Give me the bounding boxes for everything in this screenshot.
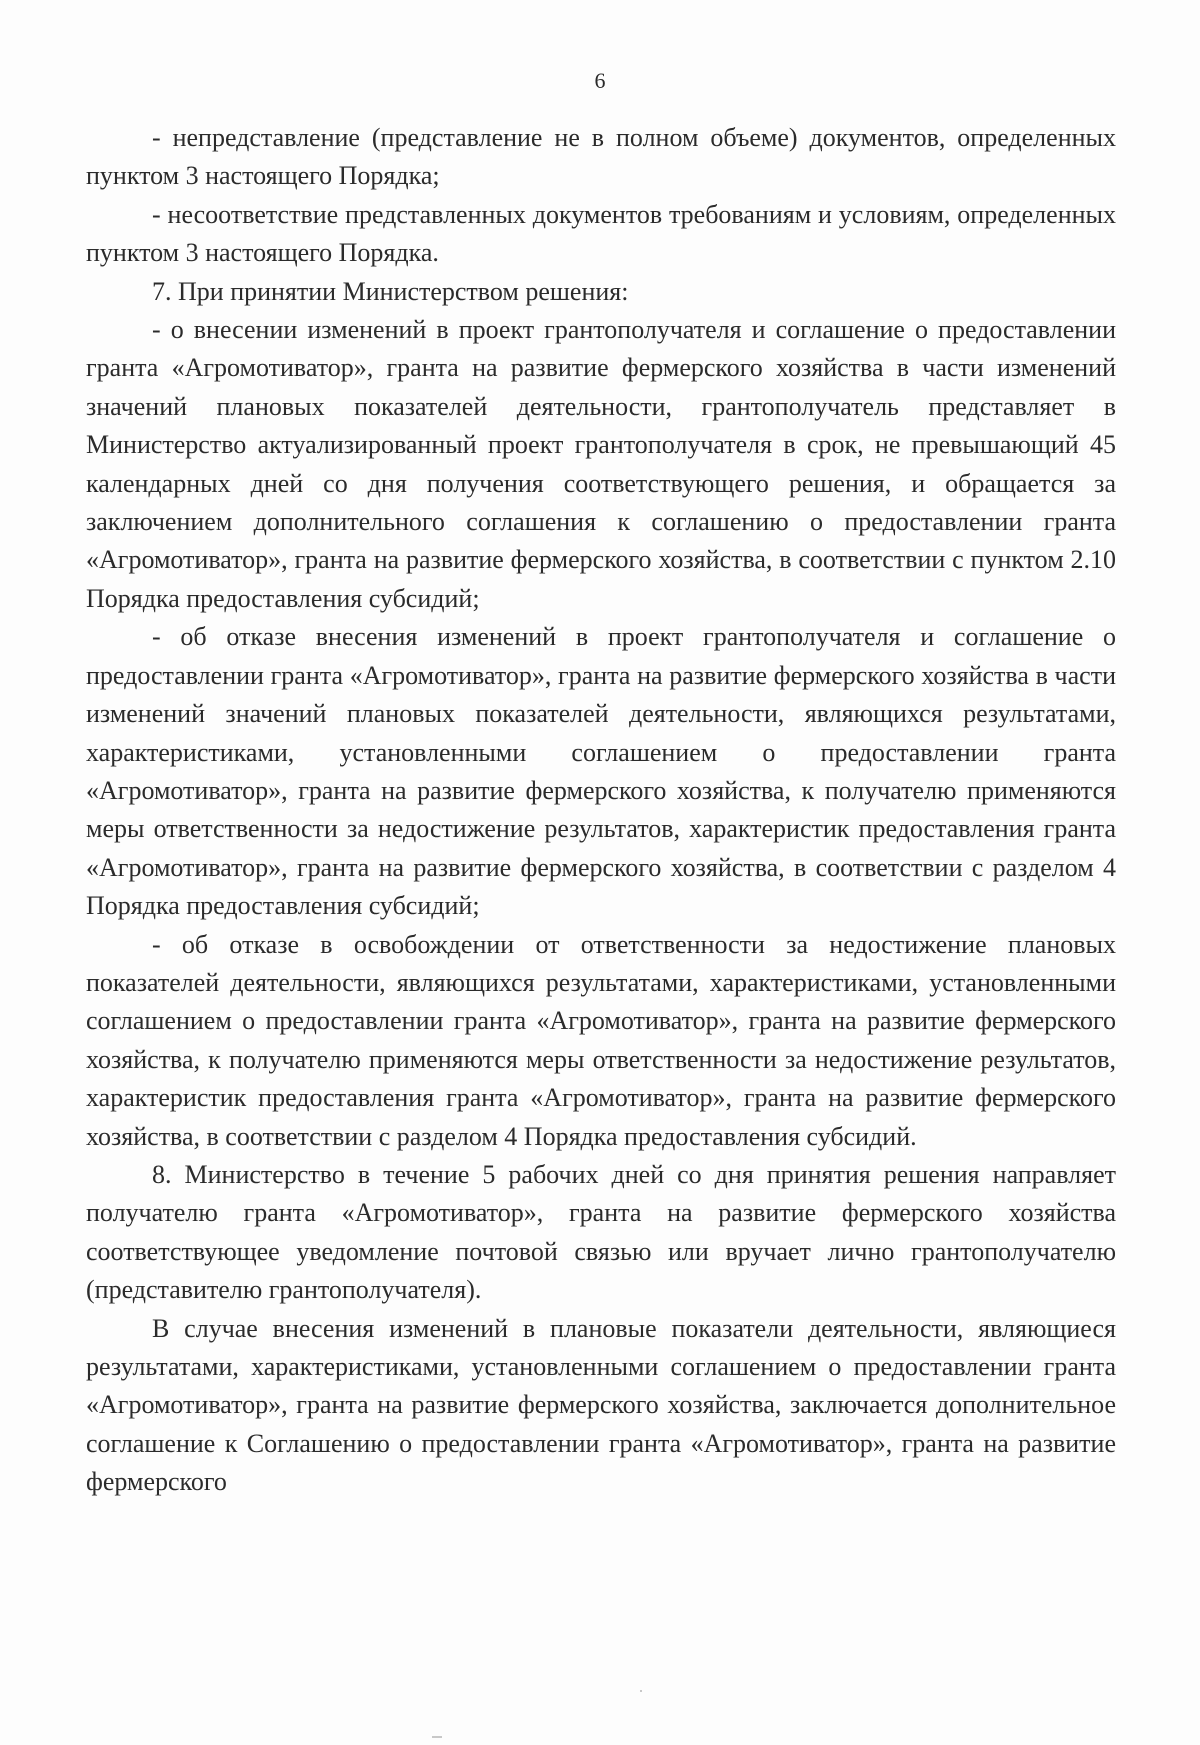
paragraph-decision-refuse-release: - об отказе в освобождении от ответственности за недостижение плановых показателей деятельности, являющихся результатами, характеристиками, установленными соглашением о предоставлении гранта «Агромотиватор», гранта на развитие фермерского хозяйства, к получателю применяются меры ответственности за недостижение результатов, характеристик предоставления гранта «Агромотиватор», гранта на развитие фермерского хозяйства, в соответствии с разделом 4 Порядка предоставления субсидий. — [86, 929, 1116, 1151]
paragraph-item-1: - непредставление (представление не в полном объеме) документов, определенных пунктом 3 настоящего Порядка; — [86, 123, 1116, 191]
document-body — [86, 119, 1116, 1502]
paragraph-decision-amend: - о внесении изменений в проект грантополучателя и соглашение о предоставлении гранта «Агромотиватор», гранта на развитие фермерского хозяйства в части изменений значений плановых показателей деятельности, грантополучатель представляет в Министерство актуализированный проект грантополучателя в срок, не превышающий 45 календарных дней со дня получения соответствующего решения, и обращается за заключением дополнительного соглашения к соглашению о предоставлении гранта «Агромотиватор», гранта на развитие фермерского хозяйства, в соответствии с пунктом 2.10 Порядка предоставления субсидий; — [86, 315, 1116, 613]
paragraph-item-2: - несоответствие представленных документов требованиям и условиям, определенных пунктом 3 настоящего Порядка. — [86, 199, 1116, 268]
paragraph-decision-refuse-amend: - об отказе внесения изменений в проект грантополучателя и соглашение о предоставлении гранта «Агромотиватор», гранта на развитие фермерского хозяйства в части изменений значений плановых показателей деятельности, являющихся результатами, характеристиками, установленными соглашением о предоставлении гранта «Агромотиватор», гранта на развитие фермерского хозяйства, к получателю применяются меры ответственности за недостижение результатов, характеристик предоставления гранта «Агромотиватор», гранта на развитие фермерского хозяйства, в соответствии с разделом 4 Порядка предоставления субсидий; — [86, 622, 1116, 921]
scan-speck — [432, 1736, 442, 1738]
paragraph-section-7: 7. При принятии Министерством решения: — [152, 276, 629, 306]
page-number: 6 — [594, 68, 606, 93]
scan-speck — [640, 1690, 642, 1692]
paragraph-amendment-case: В случае внесения изменений в плановые показатели деятельности, являющиеся результатами, характеристиками, установленными соглашением о предоставлении гранта «Агромотиватор», гранта на развитие фермерского хозяйства, заключается дополнительное соглашение к Соглашению о предоставлении гранта «Агромотиватор», гранта на развитие фермерского — [86, 1313, 1116, 1497]
paragraph-section-8: 8. Министерство в течение 5 рабочих дней со дня принятия решения направляет получателю гранта «Агромотиватор», гранта на развитие фермерского хозяйства соответствующее уведомление почтовой связью или вручает лично грантополучателю (представителю грантополучателя). — [86, 1159, 1116, 1305]
